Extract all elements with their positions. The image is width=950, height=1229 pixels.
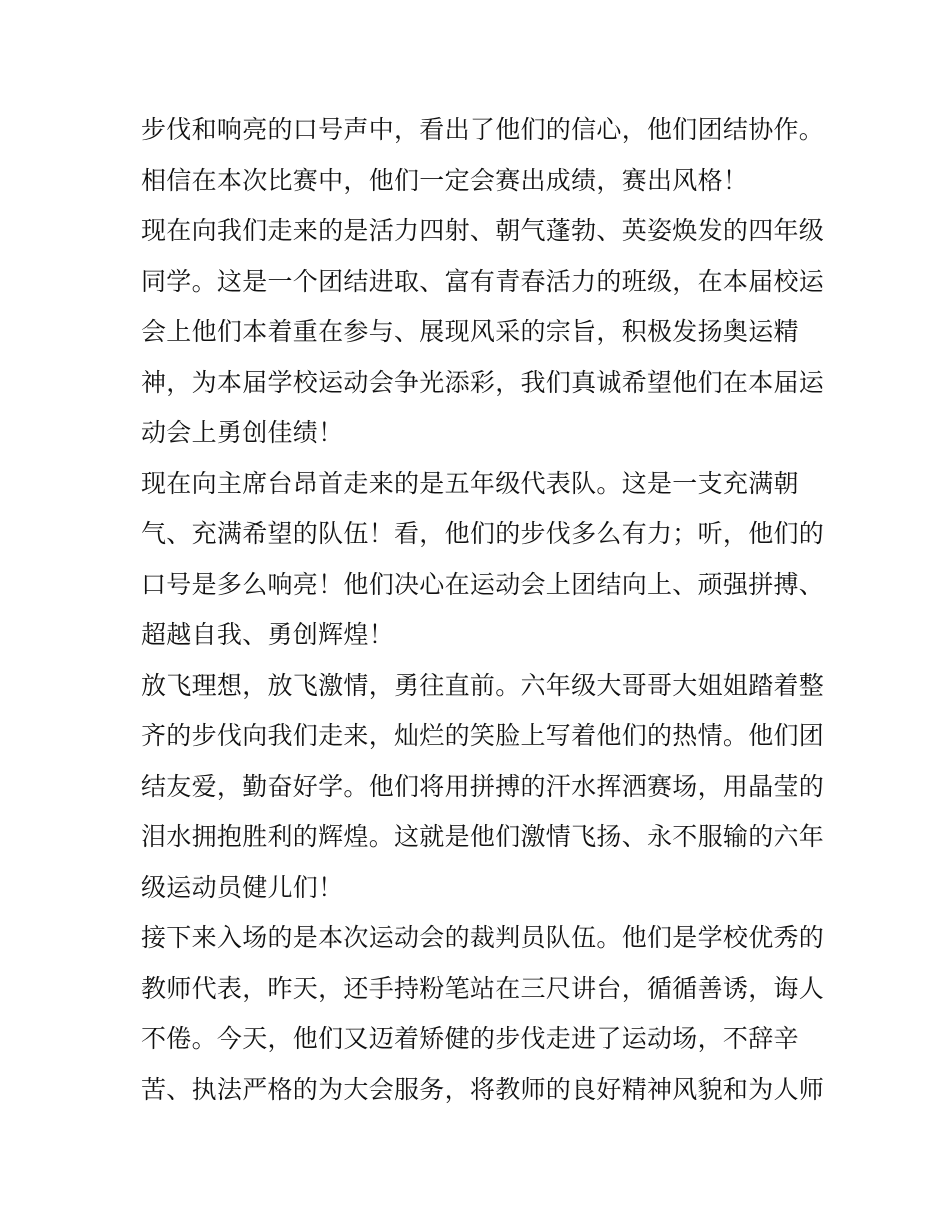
text-line: 结友爱，勤奋好学。他们将用拼搏的汗水挥洒赛场，用晶莹的: [141, 771, 825, 801]
text-line: 同学。这是一个团结进取、富有青春活力的班级，在本届校运: [141, 266, 825, 296]
text-line: 步伐和响亮的口号声中，看出了他们的信心，他们团结协作。: [141, 115, 825, 144]
text-line: 现在向主席台昂首走来的是五年级代表队。这是一支充满朝: [141, 468, 799, 498]
text-line: 教师代表，昨天，还手持粉笔站在三尺讲台，循循善诱，诲人: [141, 973, 825, 1003]
text-line: 泪水拥抱胜利的辉煌。这就是他们激情飞扬、永不服输的六年: [141, 822, 825, 851]
text-line: 放飞理想，放飞激情，勇往直前。六年级大哥哥大姐姐踏着整: [141, 670, 825, 700]
body-text: [141, 105, 825, 1115]
text-line: 现在向我们走来的是活力四射、朝气蓬勃、英姿焕发的四年级: [141, 216, 825, 245]
text-line: 神，为本届学校运动会争光添彩，我们真诚希望他们在本届运: [141, 367, 825, 397]
text-line: 不倦。今天，他们又迈着矫健的步伐走进了运动场，不辞辛: [141, 1024, 799, 1053]
text-line: 苦、执法严格的为大会服务，将教师的良好精神风貌和为人师: [141, 1074, 825, 1104]
text-line: 相信在本次比赛中，他们一定会赛出成绩，赛出风格！: [141, 165, 749, 195]
text-line: 级运动员健儿们！: [141, 872, 344, 902]
text-line: 口号是多么响亮！他们决心在运动会上团结向上、顽强拼搏、: [141, 569, 825, 599]
text-line: 会上他们本着重在参与、展现风采的宗旨，积极发扬奥运精: [141, 317, 799, 346]
text-line: 气、充满希望的队伍！看，他们的步伐多么有力；听，他们的: [141, 519, 825, 548]
text-line: 动会上勇创佳绩！: [141, 418, 344, 447]
text-line: 接下来入场的是本次运动会的裁判员队伍。他们是学校优秀的: [141, 923, 825, 952]
text-line: 齐的步伐向我们走来，灿烂的笑脸上写着他们的热情。他们团: [141, 721, 825, 750]
text-line: 超越自我、勇创辉煌！: [141, 620, 395, 649]
